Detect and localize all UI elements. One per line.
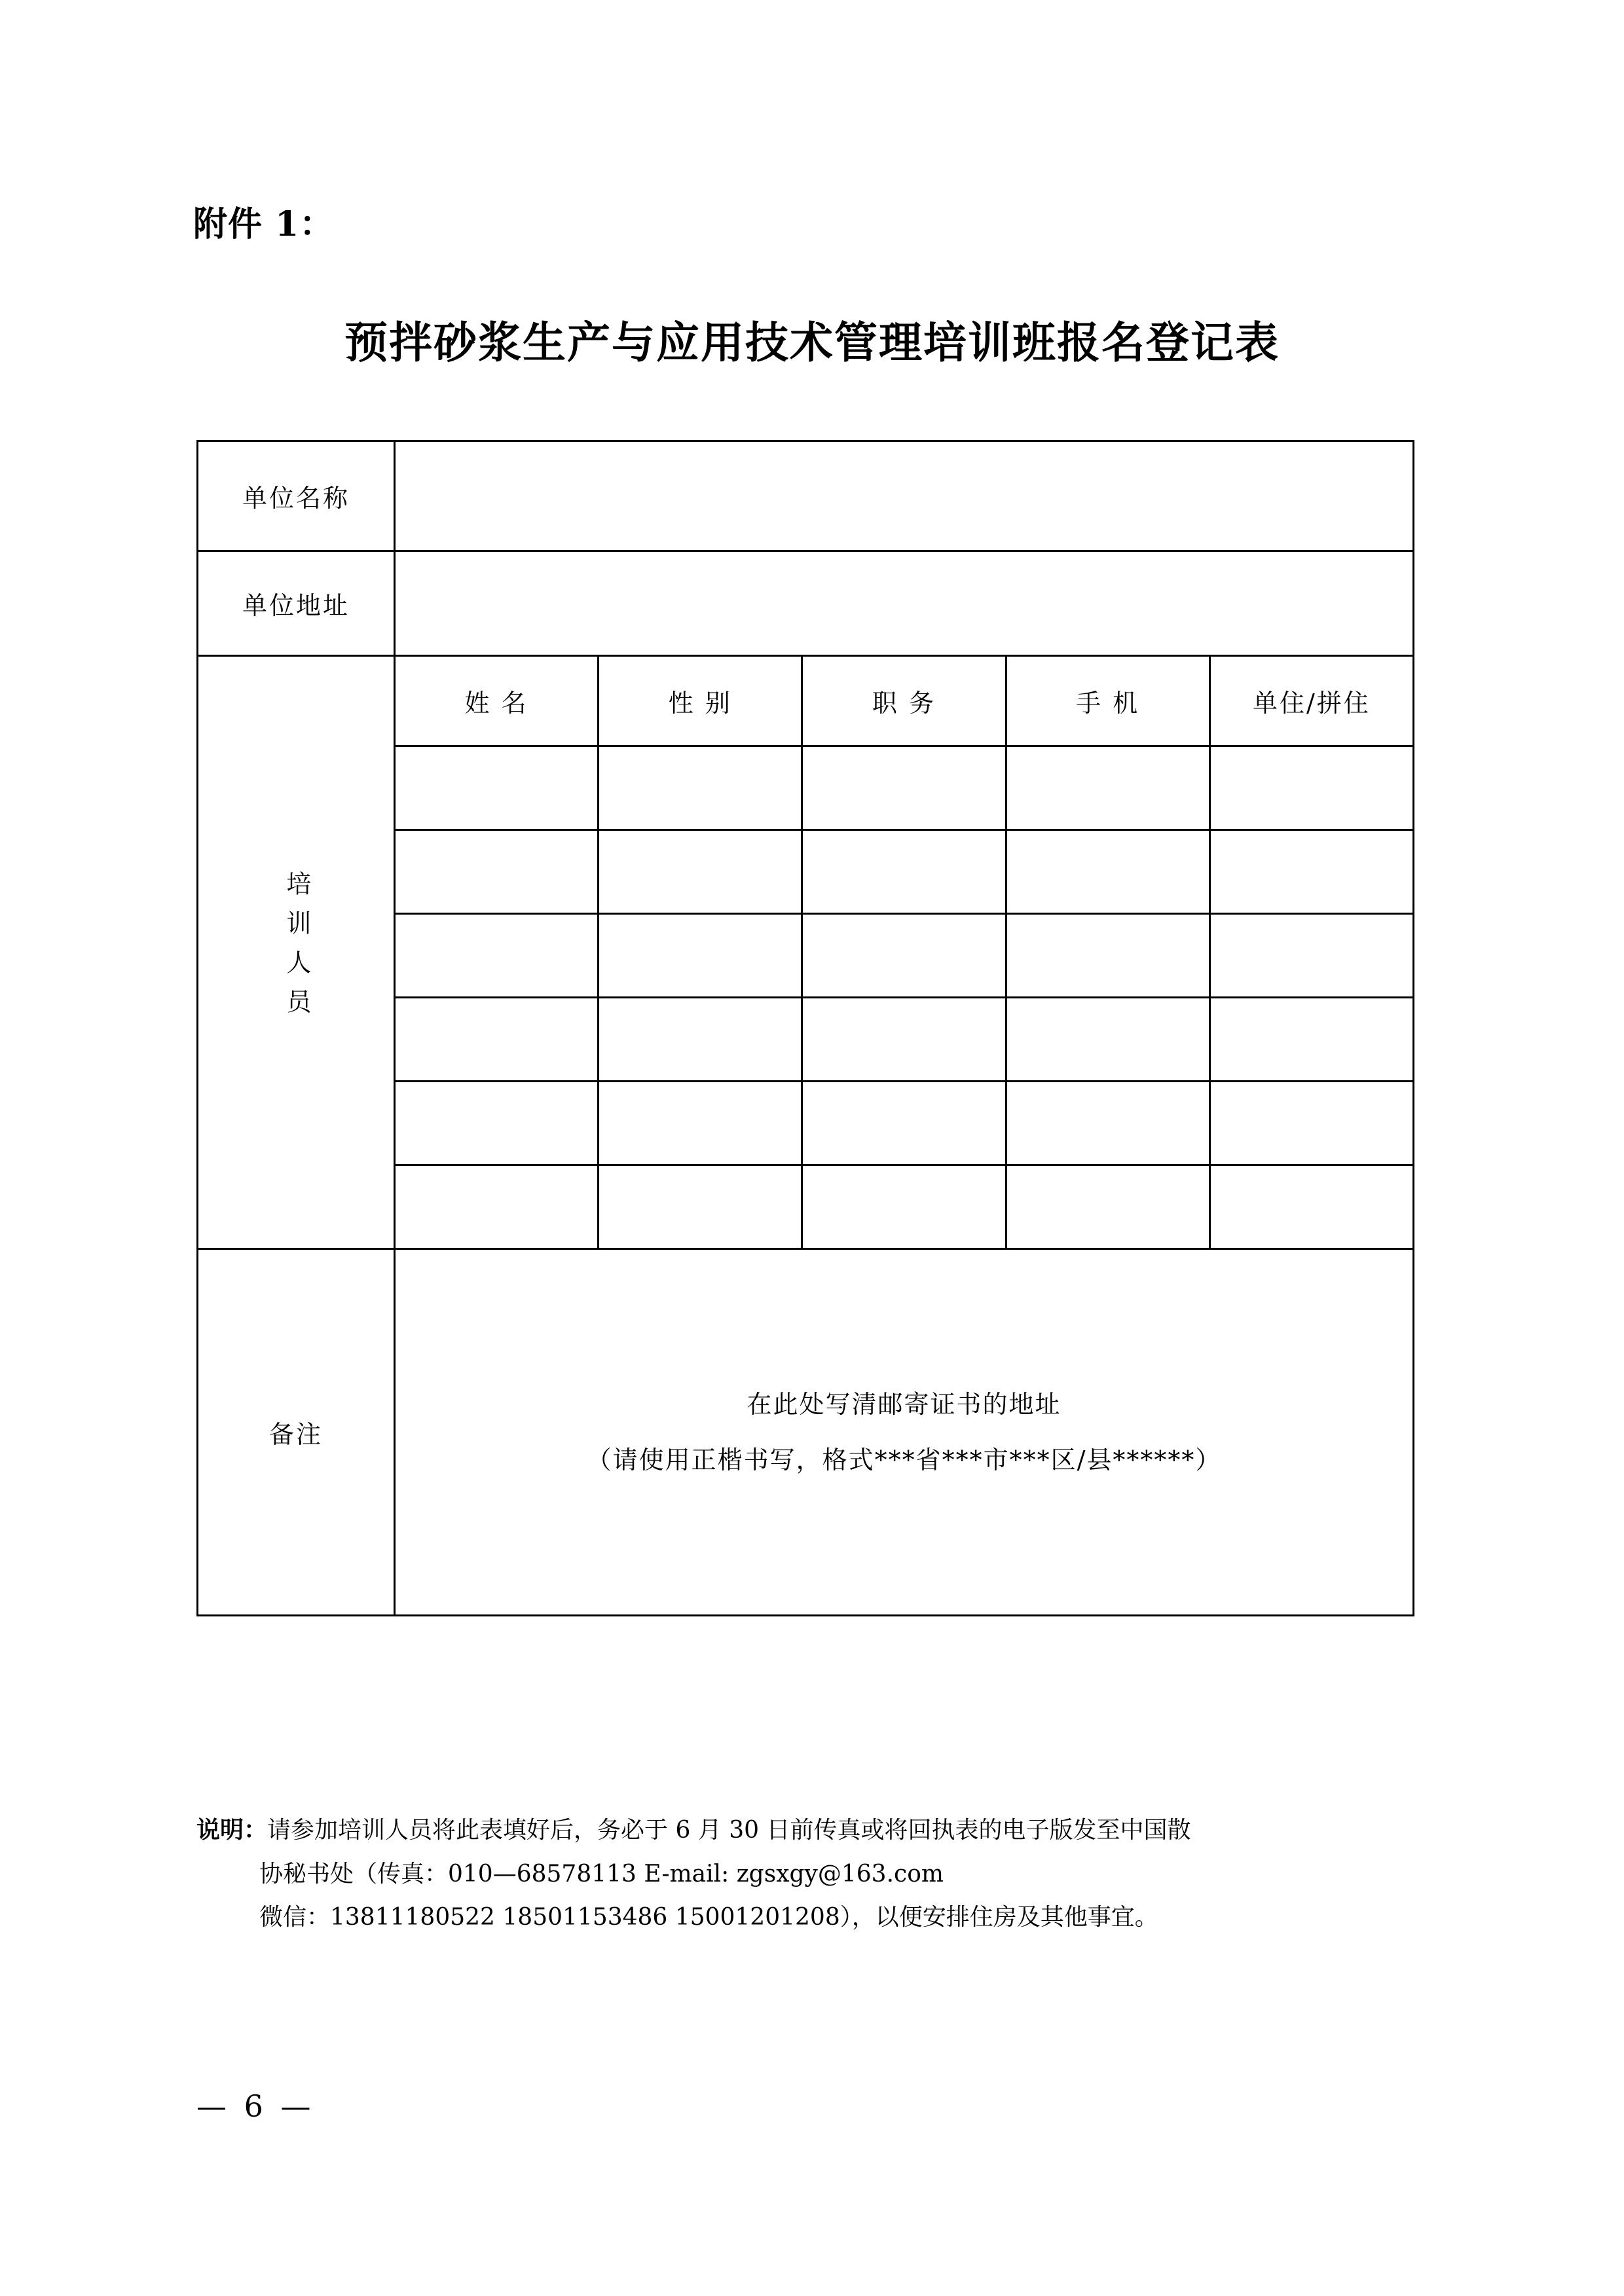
cell-room[interactable] [1209, 1082, 1413, 1165]
remark-line-2: （请使用正楷书写，格式***省***市***区/县******） [586, 1445, 1222, 1474]
remark-value[interactable] [395, 1249, 1414, 1616]
cell-name[interactable] [395, 1165, 599, 1249]
cell-name[interactable] [395, 830, 599, 914]
cell-job[interactable] [802, 830, 1006, 914]
cell-phone[interactable] [1006, 1082, 1209, 1165]
unit-name-value[interactable] [395, 441, 1414, 551]
cell-job[interactable] [802, 746, 1006, 830]
cell-sex[interactable] [599, 830, 802, 914]
notes-prefix: 说明： [196, 1816, 268, 1844]
cell-sex[interactable] [599, 1165, 802, 1249]
remark-text [396, 1381, 1412, 1483]
cell-room[interactable] [1209, 1165, 1413, 1249]
cell-room[interactable] [1209, 914, 1413, 998]
notes-line-3: 微信：13811180522 18501153486 15001201208），以便安排住房及其他事宜。 [259, 1904, 1158, 1931]
unit-address-label: 单位地址 [198, 551, 395, 656]
remark-label: 备注 [198, 1249, 395, 1616]
page-title: 预拌砂浆生产与应用技术管理培训班报名登记表 [344, 317, 1280, 368]
cell-job[interactable] [802, 998, 1006, 1082]
cell-name[interactable] [395, 746, 599, 830]
cell-sex[interactable] [599, 914, 802, 998]
cell-name[interactable] [395, 914, 599, 998]
notes-line-1 [196, 1808, 1441, 1853]
registration-form [196, 440, 1414, 1616]
cell-job[interactable] [802, 1165, 1006, 1249]
unit-name-label: 单位名称 [198, 441, 395, 551]
notes-line-2: 协秘书处（传真：010—68578113 E-mail: zgsxgy@163.com [259, 1860, 944, 1887]
cell-sex[interactable] [599, 1082, 802, 1165]
cell-phone[interactable] [1006, 1165, 1209, 1249]
cell-sex[interactable] [599, 998, 802, 1082]
trainees-label-text: 培训人员 [282, 871, 311, 1028]
cell-phone[interactable] [1006, 998, 1209, 1082]
cell-room[interactable] [1209, 746, 1413, 830]
column-header-sex: 性 别 [599, 656, 802, 746]
cell-phone[interactable] [1006, 830, 1209, 914]
registration-table [196, 440, 1414, 1616]
remark-line-1: 在此处写清邮寄证书的地址 [747, 1390, 1061, 1419]
notes-section [196, 1808, 1441, 1940]
cell-sex[interactable] [599, 746, 802, 830]
table-row-unit-address [198, 551, 1414, 656]
column-header-name: 姓 名 [395, 656, 599, 746]
attachment-label: 附件 1： [193, 204, 335, 244]
cell-room[interactable] [1209, 998, 1413, 1082]
page-number: — 6 — [196, 2088, 315, 2124]
column-header-phone: 手 机 [1006, 656, 1209, 746]
trainees-label [198, 656, 395, 1249]
cell-phone[interactable] [1006, 746, 1209, 830]
cell-name[interactable] [395, 1082, 599, 1165]
cell-room[interactable] [1209, 830, 1413, 914]
notes-line-1-text: 请参加培训人员将此表填好后，务必于 6 月 30 日前传真或将回执表的电子版发至中国散 [267, 1817, 1191, 1844]
table-header-row [198, 656, 1414, 746]
cell-name[interactable] [395, 998, 599, 1082]
column-header-job: 职 务 [802, 656, 1006, 746]
table-row-remark [198, 1249, 1414, 1616]
cell-job[interactable] [802, 914, 1006, 998]
cell-job[interactable] [802, 1082, 1006, 1165]
table-row-unit-name [198, 441, 1414, 551]
unit-address-value[interactable] [395, 551, 1414, 656]
column-header-room: 单住/拼住 [1209, 656, 1413, 746]
cell-phone[interactable] [1006, 914, 1209, 998]
